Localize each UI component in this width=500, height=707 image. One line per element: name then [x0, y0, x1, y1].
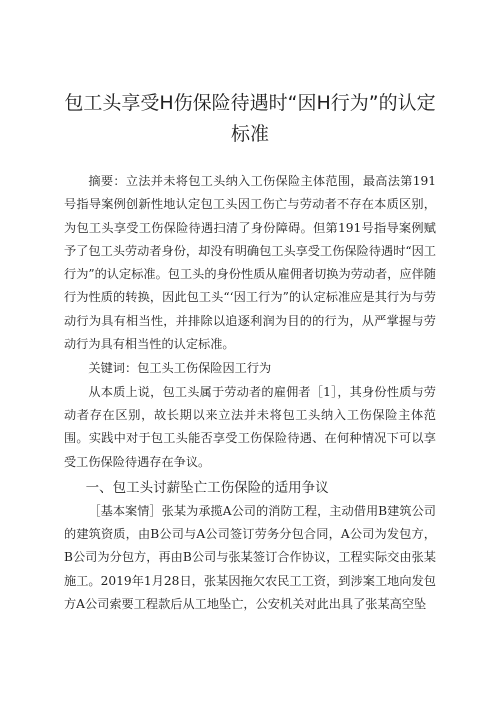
document-title	[64, 0, 436, 150]
intro-paragraph: 从本质上说，包工头属于劳动者的雇佣者［1］，其身份性质与劳动者存在区别，故长期以来立法并未将包工头纳入工伤保险主体范围。实践中对于包工头能否享受工伤保险待遇、在何种情况下可以享受工伤保险待遇存在争议。	[64, 384, 436, 469]
title-line-1: 包工头享受H伤保险待遇时“因H行为”的认定	[64, 92, 436, 114]
section-heading: 一、包工头讨薪坠亡工伤保险的适用争议	[85, 479, 329, 496]
case-paragraph: ［基本案情］张某为承揽A公司的消防工程，主动借用B建筑公司的建筑资质，由B公司与A公司签订劳务分包合同，A公司为发包方，B公司为分包方，再由B公司与张某签订合作协议，工程实际交由张某施工。2019年1月28日，张某因拖欠农民工工资，到涉案工地向发包方A公司索要工程款后从工地坠亡，公安机关对此出具了张某高空坠	[64, 503, 436, 612]
title-line-2: 标准	[230, 123, 269, 145]
keywords-line: 关键词：包工头工伤保险因工行为	[88, 361, 272, 376]
abstract-paragraph: 摘要：立法并未将包工头纳入工伤保险主体范围，最高法第191号指导案例创新性地认定包工头因工伤亡与劳动者不存在本质区别，为包工头享受工伤保险待遇扫清了身份障碍。但第191号指导案例赋予了包工头劳动者身份，却没有明确包工头享受工伤保险待遇时“因工行为”的认定标准。包工头的身份性质从雇佣者切换为劳动者，应伴随行为性质的转换，因此包工头“‘因工行为”的认定标准应是其行为与劳动行为具有相当性，并排除以追逐利润为目的的行为，从严掌握与劳动行为具有相当性的认定标准。	[64, 174, 436, 352]
